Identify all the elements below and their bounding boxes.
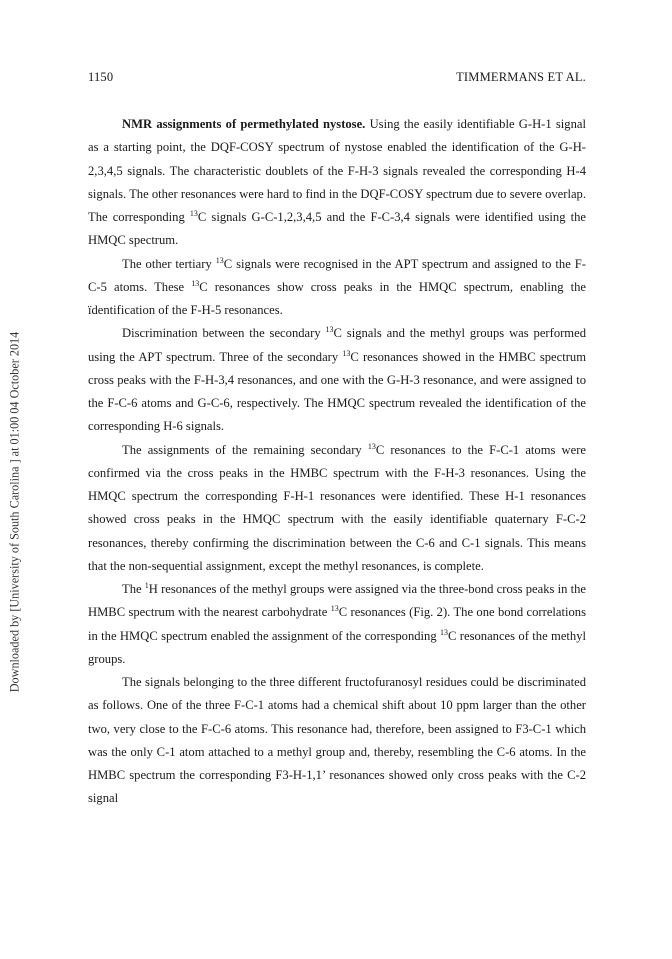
paragraph: The $^1$H resonances of the methyl groups were assigned via the three-bond cross peaks in the HMBC spectrum with the nearest carbohydrate $^{13}$C resonances (Fig. 2). The one bond correlations in the HMQC spectrum enabled the assignment of the corresponding $^{13}$C resonances of the methyl groups. <box>88 581 587 666</box>
paragraph-text: Using the easily identifiable G-H-1 signal as a starting point, the DQF-COSY spectrum of nystose enabled the identification of the G-H-2,3,4,5 signals. The characteristic doublets of the F-H-3 signals revealed the corresponding H-4 signals. The other resonances were hard to find in the DQF-COSY spectrum due to severe overlap. The corresponding $^{13}$C signals G-C-1,2,3,4,5 and the F-C-3,4 signals were identified using the HMQC spectrum. <box>88 117 587 248</box>
paragraph: The signals belonging to the three different fructofuranosyl residues could be discriminated as follows. One of the three F-C-1 atoms had a chemical shift about 10 ppm larger than the other two, very close to the F-C-6 atoms. This resonance had, therefore, been assigned to F3-C-1 which was the only C-1 atom attached to a methyl group and, thereby, resembling the C-6 atoms. In the HMBC spectrum the corresponding F3-H-1,1’ resonances showed only cross peaks with the C-2 signal <box>88 675 586 806</box>
download-sidebar <box>0 0 20 959</box>
download-notice: Downloaded by [University of South Carolina ] at 01:00 04 October 2014 <box>7 331 22 693</box>
paragraph: The other tertiary $^{13}$C signals were recognised in the APT spectrum and assigned to the F-C-5 atoms. These $^{13}$C resonances show cross peaks in the HMQC spectrum, enabling the ïdentification of the F-H-5 resonances. <box>88 255 586 317</box>
page-number: 1150 <box>88 70 114 84</box>
paragraph: The assignments of the remaining secondary $^{13}$C resonances to the F-C-1 atoms were confirmed via the cross peaks in the HMBC spectrum with the F-H-3 resonances. Using the HMQC spectrum the corresponding F-H-1 resonances were identified. These H-1 resonances showed cross peaks in the HMQC spectrum with the easily identifiable quaternary F-C-2 resonances, thereby confirming the discrimination between the C-6 and C-1 signals. This means that the non-sequential assignment, except the methyl resonances, is complete. <box>88 441 586 573</box>
paragraph: Discrimination between the secondary $^{13}$C signals and the methyl groups was performed using the APT spectrum. Three of the secondary $^{13}$C resonances showed in the HMBC spectrum cross peaks with the F-H-3,4 resonances, and one with the G-H-3 resonance, and were assigned to the F-C-6 atoms and G-C-6, respectively. The HMQC spectrum revealed the identification of the corresponding H-6 signals. <box>88 325 586 434</box>
running-head: TIMMERMANS ET AL. <box>456 70 586 84</box>
article-body <box>88 113 586 811</box>
section-title: NMR assignments of permethylated nystose. <box>122 117 366 131</box>
paragraph <box>88 113 586 253</box>
page-header <box>88 70 586 85</box>
